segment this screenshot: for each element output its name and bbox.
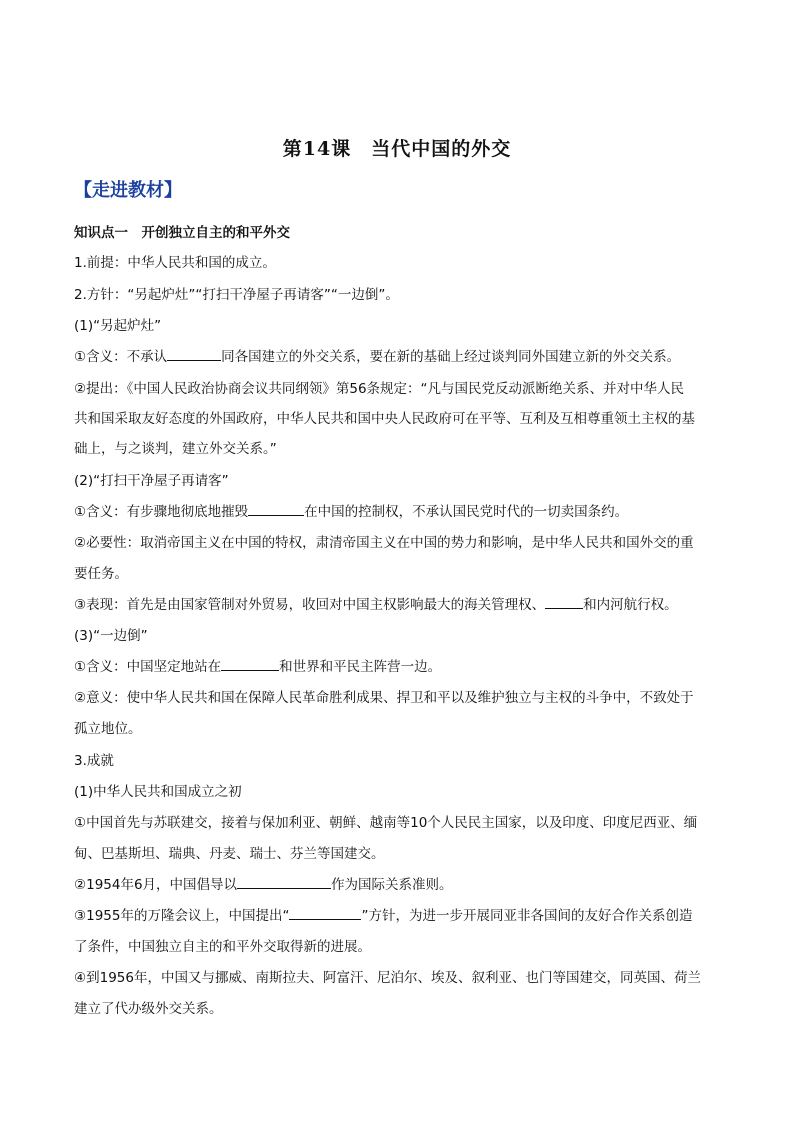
text-line: 孤立地位。 bbox=[74, 721, 142, 737]
fill-in-blank bbox=[167, 346, 221, 361]
text-line: 共和国采取友好态度的外国政府，中华人民共和国中央人民政府可在平等、互利及互相尊重领土主权的基 bbox=[74, 411, 695, 427]
text-line: 了条件，中国独立自主的和平外交取得新的进展。 bbox=[74, 939, 371, 955]
text-line bbox=[74, 500, 722, 520]
section-heading: 【走进教材】 bbox=[74, 180, 182, 201]
text-line bbox=[74, 593, 722, 613]
text-line: 要任务。 bbox=[74, 566, 128, 582]
text-line: (3)“一边倒” bbox=[74, 628, 148, 644]
text-line: ①中国首先与苏联建交，接着与保加利亚、朝鲜、越南等10个人民民主国家，以及印度、印度尼西亚、缅 bbox=[74, 815, 698, 831]
text-line: ②意义：使中华人民共和国在保障人民革命胜利成果、捍卫和平以及维护独立与主权的斗争中，不致处于 bbox=[74, 690, 694, 706]
text-segment: ③表现：首先是由国家管制对外贸易，收回对中国主权影响最大的海关管理权、 bbox=[74, 597, 546, 613]
text-line: (1)“另起炉灶” bbox=[74, 318, 162, 334]
fill-in-blank bbox=[545, 594, 583, 609]
text-line: ②提出：《中国人民政治协商会议共同纲领》第56条规定：“凡与国民党反动派断绝关系、并对中华人民 bbox=[74, 381, 685, 397]
text-line bbox=[74, 655, 722, 675]
text-line bbox=[74, 873, 722, 893]
text-segment: 作为国际关系准则。 bbox=[331, 877, 453, 893]
text-segment: ①含义：不承认 bbox=[74, 349, 168, 365]
text-segment: ①含义：中国坚定地站在 bbox=[74, 659, 222, 675]
fill-in-blank bbox=[289, 905, 361, 920]
knowledge-point-heading: 知识点一 开创独立自主的和平外交 bbox=[74, 225, 290, 241]
fill-in-blank bbox=[237, 874, 331, 889]
text-segment: ③1955年的万隆会议上，中国提出“ bbox=[74, 908, 290, 924]
page-title: 第14课 当代中国的外交 bbox=[282, 138, 512, 160]
text-line: 1.前提：中华人民共和国的成立。 bbox=[74, 255, 276, 271]
text-line: 2.方针：“另起炉灶”“打扫干净屋子再请客”“一边倒”。 bbox=[74, 287, 399, 303]
text-line: 3.成就 bbox=[74, 753, 114, 769]
text-segment: 同各国建立的外交关系，要在新的基础上经过谈判同外国建立新的外交关系。 bbox=[221, 349, 681, 365]
text-line bbox=[74, 345, 722, 365]
text-segment: 和内河航行权。 bbox=[583, 597, 678, 613]
text-segment: ①含义：有步骤地彻底地摧毁 bbox=[74, 504, 249, 520]
text-line: (1)中华人民共和国成立之初 bbox=[74, 784, 242, 800]
text-segment: ”方针，为进一步开展同亚非各国间的友好合作关系创造 bbox=[361, 908, 693, 924]
fill-in-blank bbox=[221, 656, 279, 671]
text-line: ④到1956年，中国又与挪威、南斯拉夫、阿富汗、尼泊尔、埃及、叙利亚、也门等国建交，同英国、荷兰 bbox=[74, 970, 701, 986]
text-line: 甸、巴基斯坦、瑞典、丹麦、瑞士、芬兰等国建交。 bbox=[74, 846, 385, 862]
text-segment: 在中国的控制权，不承认国民党时代的一切卖国条约。 bbox=[304, 504, 629, 520]
text-segment: ②1954年6月，中国倡导以 bbox=[74, 877, 238, 893]
fill-in-blank bbox=[248, 501, 304, 516]
text-line bbox=[74, 904, 722, 924]
text-line: ②必要性：取消帝国主义在中国的特权，肃清帝国主义在中国的势力和影响，是中华人民共和国外交的重 bbox=[74, 535, 694, 551]
text-line: 础上，与之谈判，建立外交关系。” bbox=[74, 441, 277, 457]
text-line: (2)“打扫干净屋子再请客” bbox=[74, 473, 229, 489]
text-line: 建立了代办级外交关系。 bbox=[74, 1001, 223, 1017]
text-segment: 和世界和平民主阵营一边。 bbox=[279, 659, 442, 675]
